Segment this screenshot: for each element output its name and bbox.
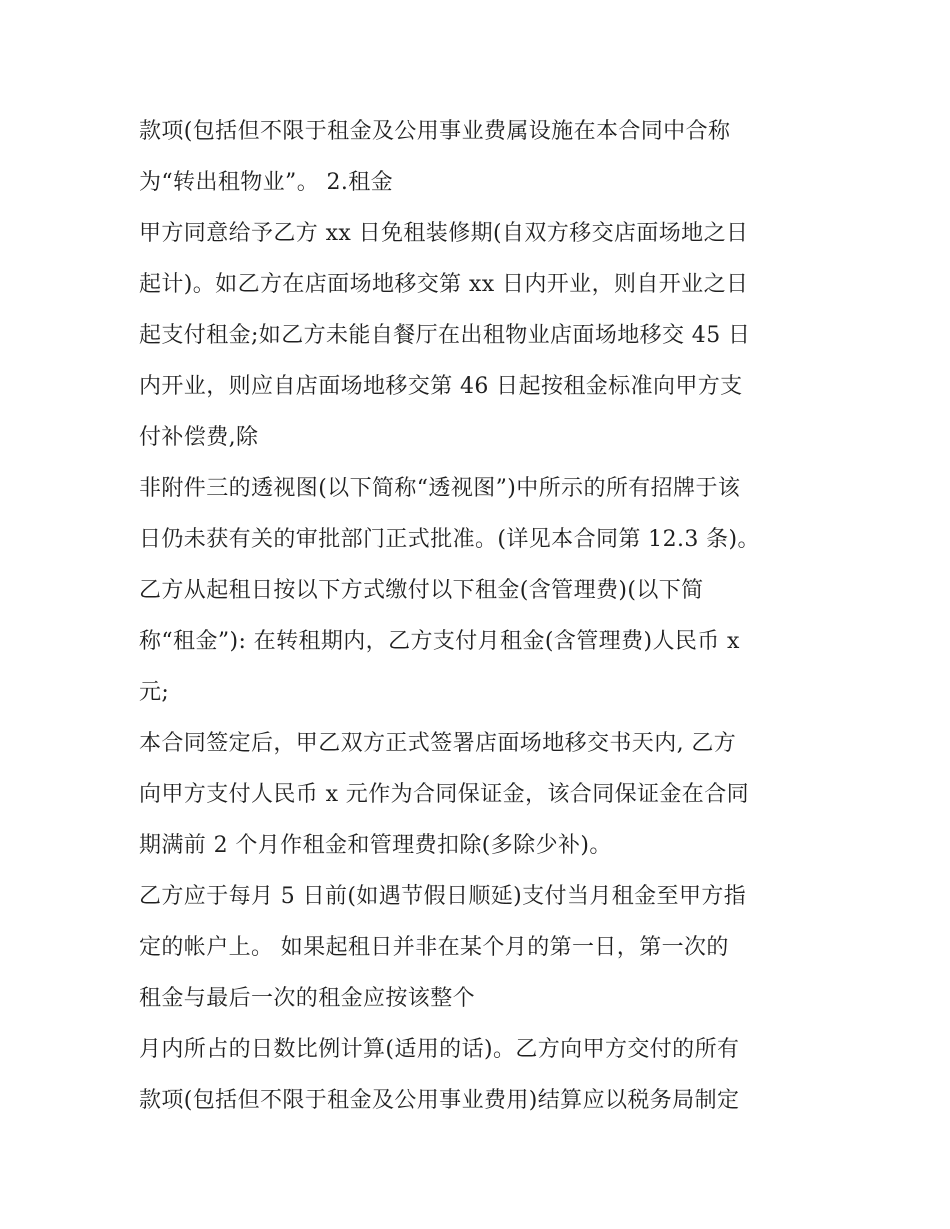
text-line: 元; (139, 680, 170, 705)
text-line: 期满前 2 个月作租金和管理费扣除(多除少补)。 (139, 833, 612, 858)
text-line: 款项(包括但不限于租金及公用事业费用)结算应以税务局制定 (139, 1088, 740, 1113)
text-line: 甲方同意给予乙方 xx 日免租装修期(自双方移交店面场地之日 (139, 221, 749, 246)
text-line: 向甲方支付人民币 x 元作为合同保证金，该合同保证金在合同 (139, 782, 749, 807)
text-line: 定的帐户上。 如果起租日并非在某个月的第一日，第一次的 (139, 935, 729, 960)
text-line: 起计)。如乙方在店面场地移交第 xx 日内开业，则自开业之日 (139, 272, 749, 297)
text-line: 日仍未获有关的审批部门正式批准。(详见本合同第 12.3 条)。 (139, 527, 760, 552)
text-line: 内开业，则应自店面场地移交第 46 日起按租金标准向甲方支 (139, 374, 743, 399)
text-line: 为“转出租物业”。 2.租金 (139, 170, 394, 195)
document-body (139, 106, 819, 1126)
text-line: 乙方应于每月 5 日前(如遇节假日顺延)支付当月租金至甲方指 (139, 884, 747, 909)
text-line: 起支付租金;如乙方未能自餐厅在出租物业店面场地移交 45 日 (139, 323, 751, 348)
text-line: 称“租金”): 在转租期内，乙方支付月租金(含管理费)人民币 x (139, 629, 740, 654)
text-line: 款项(包括但不限于租金及公用事业费属设施在本合同中合称 (139, 119, 731, 144)
text-line: 非附件三的透视图(以下简称“透视图”)中所示的所有招牌于该 (139, 476, 741, 501)
text-line: 付补偿费,除 (139, 425, 259, 450)
text-line: 月内所占的日数比例计算(适用的话)。乙方向甲方交付的所有 (139, 1037, 740, 1062)
text-line: 乙方从起租日按以下方式缴付以下租金(含管理费)(以下简 (139, 578, 704, 603)
text-line: 租金与最后一次的租金应按该整个 (139, 986, 476, 1011)
text-line: 本合同签定后，甲乙双方正式签署店面场地移交书天内, 乙方 (139, 731, 737, 756)
